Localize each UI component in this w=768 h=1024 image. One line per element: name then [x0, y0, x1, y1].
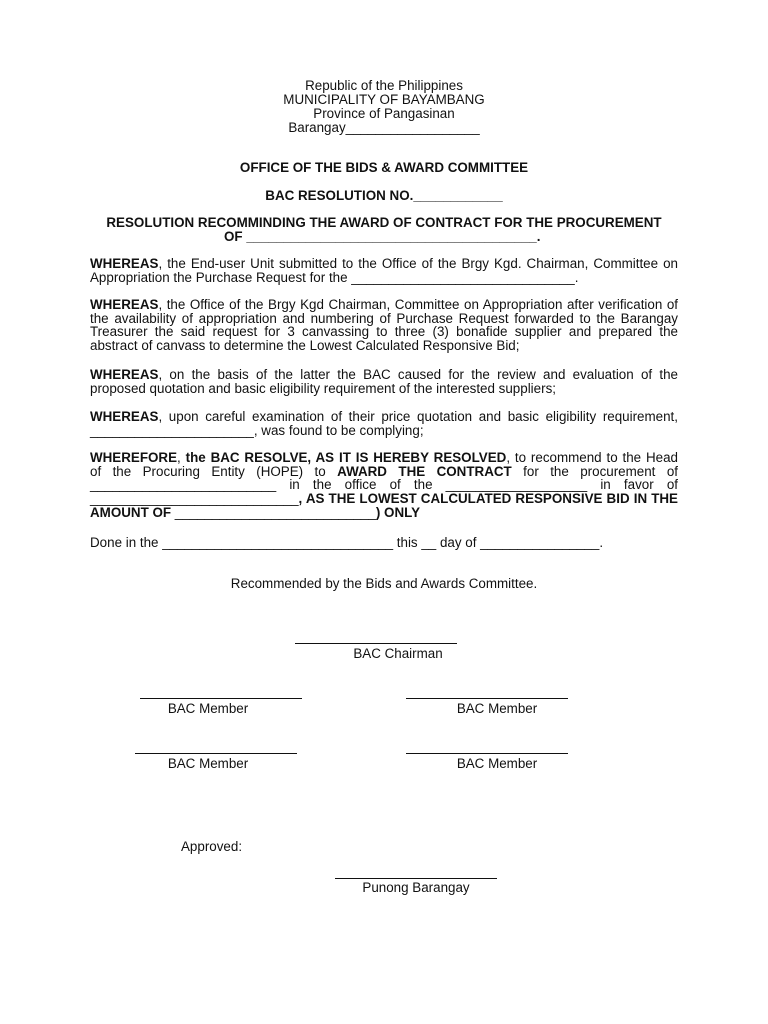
resolution-title-line1: RESOLUTION RECOMMINDING THE AWARD OF CONTRACT FOR THE PROCUREMENT [106, 215, 662, 230]
member2-signature-line [406, 698, 568, 699]
whereas-lead: WHEREAS [90, 297, 159, 312]
done-in-line: Done in the _______________________________ this __ day of ________________. [90, 535, 604, 550]
wherefore-lead: WHEREFORE [90, 450, 178, 465]
header-municipality: MUNICIPALITY OF BAYAMBANG [283, 92, 485, 107]
wherefore-lowest-bid: , AS THE LOWEST CALCULATED RESPONSIVE BID IN THE AMOUNT OF [90, 491, 678, 520]
whereas-lead: WHEREAS [90, 367, 159, 382]
wherefore-award: AWARD THE CONTRACT [337, 463, 512, 479]
member3-signature-line [135, 753, 297, 754]
wherefore-text-3: for the procurement of _________________________ in the office of the ___________________ in favor of ____________________________ [90, 463, 678, 507]
member1-label: BAC Member [167, 701, 249, 716]
member3-label: BAC Member [167, 756, 249, 771]
member4-signature-line [406, 753, 568, 754]
whereas-text: , on the basis of the latter the BAC caused for the review and evaluation of the proposed quotation and basic eligibility requirement of the interested suppliers; [90, 367, 678, 396]
whereas-text: , the Office of the Brgy Kgd Chairman, Committee on Appropriation after verification of the availability of appropriation and numbering of Purchase Request forwarded to the Barangay Treasurer the said request for 3 canvassing to three (3) bonafide supplier and prepared the abstract of canvass to determine the Lowest Calculated Responsive Bid; [90, 297, 678, 354]
whereas-paragraph-1 [90, 257, 678, 284]
member4-label: BAC Member [456, 756, 538, 771]
chairman-signature-line [295, 643, 457, 644]
chairman-label: BAC Chairman [353, 646, 443, 661]
wherefore-amount-blank: ___________________________ [174, 504, 376, 520]
member1-signature-line [140, 698, 302, 699]
approver-label: Punong Barangay [362, 880, 470, 895]
approver-signature-line [335, 878, 497, 879]
whereas-paragraph-3 [90, 368, 678, 395]
office-title: OFFICE OF THE BIDS & AWARD COMMITTEE [239, 160, 529, 175]
whereas-paragraph-2 [90, 298, 678, 353]
wherefore-paragraph [90, 451, 678, 520]
whereas-lead: WHEREAS [90, 409, 159, 424]
wherefore-text-1: , [177, 450, 186, 465]
whereas-text: , upon careful examination of their price quotation and basic eligibility requirement, ______________________, was found to be complying; [90, 409, 678, 438]
recommended-by: Recommended by the Bids and Awards Committee. [230, 576, 538, 591]
resolution-number: BAC RESOLUTION NO.____________ [265, 188, 503, 203]
header-barangay: Barangay__________________ [288, 120, 480, 135]
whereas-text: , the End-user Unit submitted to the Office of the Brgy Kgd. Chairman, Committee on Appropriation the Purchase Request for the ______________________________. [90, 256, 678, 285]
wherefore-resolve: the BAC RESOLVE, AS IT IS HEREBY RESOLVED [185, 450, 507, 465]
whereas-lead: WHEREAS [90, 256, 159, 271]
approved-label: Approved: [181, 839, 243, 854]
wherefore-only: ) ONLY [375, 504, 421, 520]
whereas-paragraph-4 [90, 410, 678, 437]
wherefore-text-2: , to recommend to the Head of the Procuring Entity (HOPE) to [90, 450, 678, 479]
header-republic: Republic of the Philippines [305, 78, 463, 93]
member2-label: BAC Member [456, 701, 538, 716]
header-province: Province of Pangasinan [313, 106, 455, 121]
resolution-title-line2: OF _______________________________________. [224, 229, 541, 244]
